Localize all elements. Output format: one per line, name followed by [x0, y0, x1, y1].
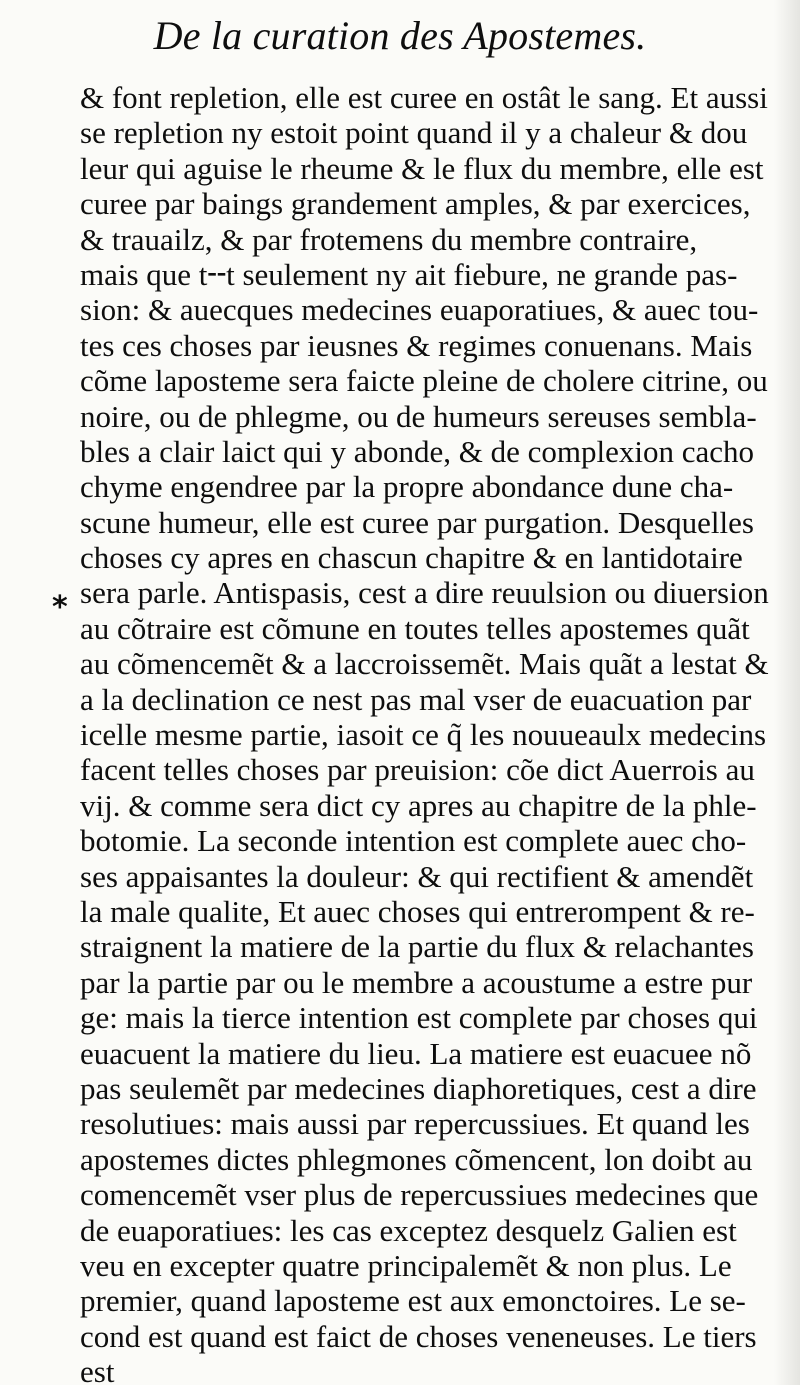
text-line: premier, quand laposteme est aux emonctoires. Le se-: [80, 1283, 746, 1319]
text-line: au cõmencemẽt & a laccroissemẽt. Mais quãt a lestat &: [80, 646, 769, 682]
text-line: ses appaisantes la douleur: & qui rectifient & amendẽt: [80, 858, 754, 894]
text-line: ge: mais la tierce intention est complete par choses qui: [80, 1000, 758, 1036]
text-line: sera parle. Antispasis, cest a dire reuulsion ou diuersion: [80, 575, 769, 611]
text-line: noire, ou de phlegme, ou de humeurs sereuses sembla-: [80, 398, 757, 434]
text-line: resolutiues: mais aussi par repercussiues. Et quand les: [80, 1106, 750, 1142]
text-line: par la partie par ou le membre a acoustume a estre pur: [80, 964, 753, 1000]
text-line: cond est quand est faict de choses veneneuses. Le tiers: [80, 1318, 757, 1354]
text-line: mais que t╌t seulement ny ait fiebure, ne grande pas-: [80, 256, 738, 292]
body-text: [80, 80, 800, 1385]
text-line: botomie. La seconde intention est complete auec cho-: [80, 823, 747, 859]
text-line: de euaporatiues: les cas exceptez desquelz Galien est: [80, 1212, 737, 1248]
text-line: & font repletion, elle est curee en ostât le sang. Et aussi: [80, 80, 768, 115]
text-line: curee par baings grandement amples, & par exercices,: [80, 186, 751, 222]
text-line: comencemẽt vser plus de repercussiues medecines que: [80, 1177, 759, 1213]
text-line: chyme engendree par la propre abondance dune cha-: [80, 469, 734, 505]
text-line: scune humeur, elle est curee par purgation. Desquelles: [80, 504, 754, 540]
text-line: a la declination ce nest pas mal vser de euacuation par: [80, 681, 752, 717]
text-line: apostemes dictes phlegmones cõmencent, lon doibt au: [80, 1141, 753, 1177]
text-line: facent telles choses par preuision: cõe dict Auerrois au: [80, 752, 755, 788]
text-line: se repletion ny estoit point quand il y a chaleur & dou: [80, 115, 748, 151]
text-line: vij. & comme sera dict cy apres au chapitre de la phle-: [80, 787, 757, 823]
page-title: De la curation des Apostemes.: [153, 13, 647, 58]
text-line: sion: & auecques medecines euaporatiues, & auec tou-: [80, 292, 759, 328]
text-line: icelle mesme partie, iasoit ce q̃ les nouueaulx medecins: [80, 717, 767, 753]
text-line: euacuent la matiere du lieu. La matiere est euacuee nõ: [80, 1035, 752, 1071]
text-line: & trauailz, & par frotemens du membre contraire,: [80, 221, 698, 257]
text-line: choses cy apres en chascun chapitre & en lantidotaire: [80, 540, 743, 576]
text-line: leur qui aguise le rheume & le flux du membre, elle est: [80, 150, 764, 186]
text-line: au cõtraire est cõmune en toutes telles apostemes quãt: [80, 610, 750, 646]
text-line: cõme laposteme sera faicte pleine de cholere citrine, ou: [80, 363, 768, 399]
text-line: pas seulemẽt par medecines diaphoretiques, cest a dire: [80, 1070, 757, 1106]
text-line: bles a clair laict qui y abonde, & de complexion cacho: [80, 433, 755, 469]
text-line: veu en excepter quatre principalemẽt & non plus. Le: [80, 1247, 732, 1283]
text-line: straignent la matiere de la partie du flux & relachantes: [80, 929, 754, 965]
text-line: la male qualite, Et auec choses qui entrerompent & re-: [80, 893, 755, 929]
text-line: tes ces choses par ieusnes & regimes conuenans. Mais: [80, 327, 753, 363]
margin-asterisk: *: [52, 590, 68, 625]
text-line: est: [80, 1354, 115, 1385]
page-edge-shadow: [774, 0, 800, 1385]
